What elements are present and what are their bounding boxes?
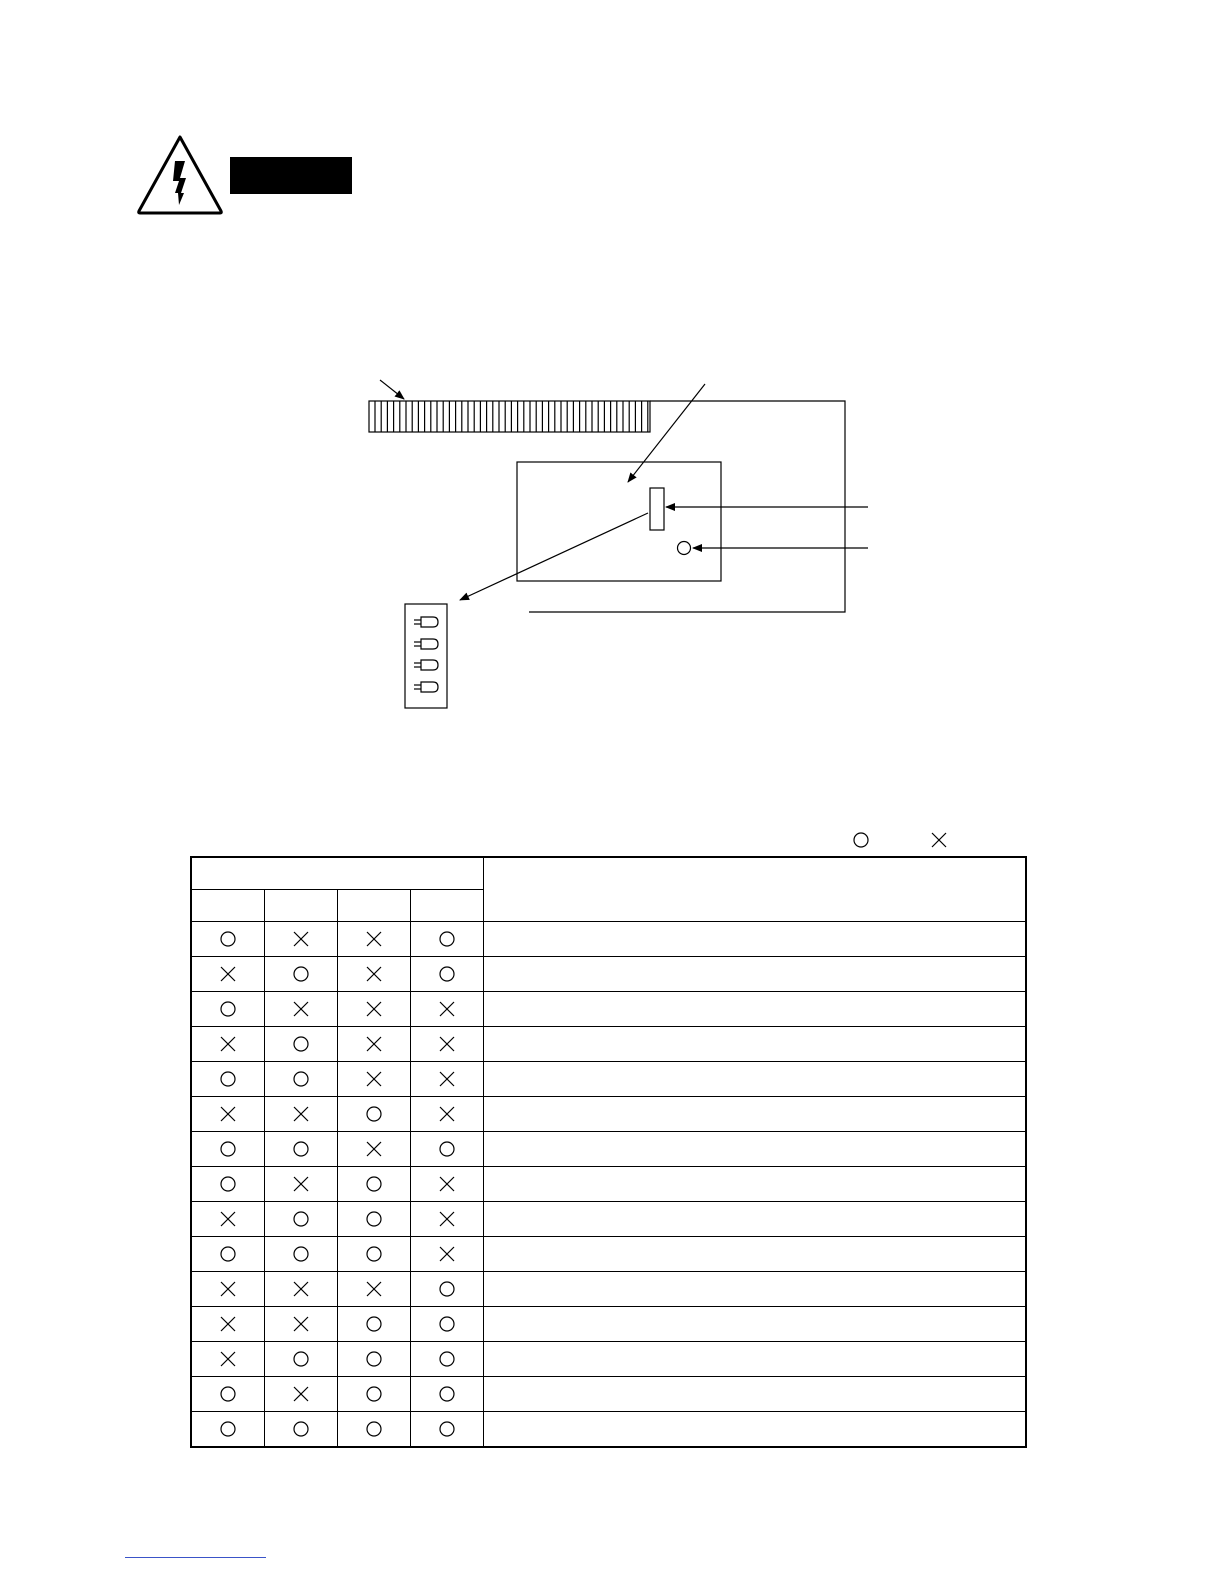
description-cell — [484, 1342, 1027, 1377]
description-cell — [484, 1027, 1027, 1062]
led-3-state-cell — [338, 1237, 411, 1272]
led-3-state-cell — [338, 1097, 411, 1132]
led-4-state-cell — [411, 1097, 484, 1132]
table-row — [191, 1202, 1026, 1237]
led-2-state-cell — [265, 1062, 338, 1097]
cross-icon — [220, 1280, 236, 1297]
led-3-state-cell — [338, 992, 411, 1027]
led-3-header — [338, 890, 411, 922]
cross-icon — [439, 1105, 455, 1122]
circle-icon — [439, 1280, 455, 1297]
led-3-state-cell — [338, 1272, 411, 1307]
led-4-state-cell — [411, 1307, 484, 1342]
circle-icon — [293, 965, 309, 982]
cross-icon — [220, 1035, 236, 1052]
legend-off-icon — [932, 833, 946, 847]
circle-icon — [220, 1070, 236, 1087]
cross-icon — [220, 965, 236, 982]
table-row — [191, 922, 1026, 957]
cross-icon — [439, 1245, 455, 1262]
circle-icon — [439, 965, 455, 982]
led-1-state-cell — [191, 992, 265, 1027]
led-glyph-icon — [414, 660, 438, 670]
led-2-state-cell — [265, 1377, 338, 1412]
led-4-state-cell — [411, 1342, 484, 1377]
led-3-state-cell — [338, 1167, 411, 1202]
description-cell — [484, 1097, 1027, 1132]
round-indicator — [678, 542, 691, 555]
description-cell — [484, 992, 1027, 1027]
circle-icon — [293, 1140, 309, 1157]
led-1-header — [191, 890, 265, 922]
led-4-state-cell — [411, 957, 484, 992]
description-cell — [484, 922, 1027, 957]
description-cell — [484, 1237, 1027, 1272]
led-3-state-cell — [338, 1062, 411, 1097]
cross-icon — [293, 1105, 309, 1122]
led-1-state-cell — [191, 1342, 265, 1377]
cross-icon — [439, 1210, 455, 1227]
led-3-state-cell — [338, 1307, 411, 1342]
led-3-state-cell — [338, 922, 411, 957]
circle-icon — [220, 1175, 236, 1192]
description-cell — [484, 957, 1027, 992]
led-1-state-cell — [191, 1167, 265, 1202]
led-4-state-cell — [411, 1272, 484, 1307]
circle-icon — [366, 1175, 382, 1192]
led-2-state-cell — [265, 1097, 338, 1132]
table-row — [191, 1377, 1026, 1412]
circle-icon — [366, 1315, 382, 1332]
led-1-state-cell — [191, 1132, 265, 1167]
circle-icon — [366, 1420, 382, 1437]
led-location-diagram — [0, 0, 1224, 760]
led-4-state-cell — [411, 922, 484, 957]
table-row — [191, 1132, 1026, 1167]
circle-icon — [439, 1385, 455, 1402]
circle-icon — [439, 1420, 455, 1437]
cross-icon — [366, 930, 382, 947]
led-glyph-icon — [414, 639, 438, 649]
cross-icon — [293, 930, 309, 947]
description-cell — [484, 1132, 1027, 1167]
cross-icon — [366, 1280, 382, 1297]
led-4-state-cell — [411, 1412, 484, 1448]
cross-icon — [439, 1035, 455, 1052]
led-4-state-cell — [411, 1027, 484, 1062]
table-row — [191, 1307, 1026, 1342]
circle-icon — [220, 1140, 236, 1157]
cross-icon — [366, 1140, 382, 1157]
circle-icon — [366, 1210, 382, 1227]
cross-icon — [220, 1210, 236, 1227]
circle-icon — [220, 1000, 236, 1017]
cross-icon — [366, 1035, 382, 1052]
cross-icon — [366, 965, 382, 982]
cross-icon — [220, 1105, 236, 1122]
led-1-state-cell — [191, 1097, 265, 1132]
table-row — [191, 1237, 1026, 1272]
cross-icon — [293, 1000, 309, 1017]
cross-icon — [366, 1070, 382, 1087]
legend-on-icon — [854, 833, 868, 847]
cross-icon — [366, 1000, 382, 1017]
description-cell — [484, 1167, 1027, 1202]
circle-icon — [439, 1140, 455, 1157]
cross-icon — [293, 1315, 309, 1332]
pcb-board — [517, 462, 721, 581]
led-3-state-cell — [338, 1377, 411, 1412]
description-cell — [484, 1377, 1027, 1412]
table-row — [191, 957, 1026, 992]
led-4-state-cell — [411, 1202, 484, 1237]
led-2-state-cell — [265, 1272, 338, 1307]
circle-icon — [439, 1315, 455, 1332]
description-cell — [484, 1202, 1027, 1237]
table-row — [191, 992, 1026, 1027]
cross-icon — [439, 1000, 455, 1017]
led-3-state-cell — [338, 957, 411, 992]
description-cell — [484, 1062, 1027, 1097]
led-2-state-cell — [265, 1202, 338, 1237]
led-4-state-cell — [411, 1167, 484, 1202]
led-1-state-cell — [191, 1377, 265, 1412]
led-1-state-cell — [191, 1027, 265, 1062]
led-4-state-cell — [411, 1377, 484, 1412]
led-4-state-cell — [411, 1062, 484, 1097]
description-cell — [484, 1272, 1027, 1307]
circle-icon — [366, 1350, 382, 1367]
table-row — [191, 1062, 1026, 1097]
led-4-header — [411, 890, 484, 922]
led-2-state-cell — [265, 1132, 338, 1167]
circle-icon — [220, 1245, 236, 1262]
led-3-state-cell — [338, 1027, 411, 1062]
circle-icon — [220, 930, 236, 947]
table-row — [191, 1097, 1026, 1132]
led-2-state-cell — [265, 1237, 338, 1272]
cross-icon — [293, 1175, 309, 1192]
led-4-state-cell — [411, 1132, 484, 1167]
table-row — [191, 1412, 1026, 1448]
circle-icon — [220, 1385, 236, 1402]
led-2-header — [265, 890, 338, 922]
description-header — [484, 857, 1027, 922]
led-2-state-cell — [265, 1167, 338, 1202]
cross-icon — [220, 1350, 236, 1367]
table-header-row — [191, 857, 1026, 890]
led-glyph-icon — [414, 617, 438, 627]
connector-strip — [369, 401, 650, 432]
table-row — [191, 1167, 1026, 1202]
led-1-state-cell — [191, 1412, 265, 1448]
led-1-state-cell — [191, 1272, 265, 1307]
circle-icon — [293, 1420, 309, 1437]
footer-link-underline — [125, 1557, 266, 1558]
led-4-state-cell — [411, 1237, 484, 1272]
led-2-state-cell — [265, 1027, 338, 1062]
led-1-state-cell — [191, 1062, 265, 1097]
led-2-state-cell — [265, 957, 338, 992]
legend — [852, 831, 952, 851]
circle-icon — [366, 1245, 382, 1262]
cross-icon — [439, 1070, 455, 1087]
led-2-state-cell — [265, 992, 338, 1027]
led-1-state-cell — [191, 957, 265, 992]
description-cell — [484, 1307, 1027, 1342]
led-1-state-cell — [191, 1237, 265, 1272]
table-row — [191, 1027, 1026, 1062]
led-glyph-icon — [414, 682, 438, 692]
circle-icon — [366, 1385, 382, 1402]
circle-icon — [293, 1210, 309, 1227]
led-status-table — [190, 856, 1027, 1448]
led-group-header — [191, 857, 484, 890]
table-row — [191, 1342, 1026, 1377]
led-1-state-cell — [191, 1307, 265, 1342]
circle-icon — [293, 1245, 309, 1262]
led-2-state-cell — [265, 922, 338, 957]
circle-icon — [439, 1350, 455, 1367]
circle-icon — [293, 1350, 309, 1367]
led-3-state-cell — [338, 1132, 411, 1167]
circle-icon — [293, 1035, 309, 1052]
circle-icon — [220, 1420, 236, 1437]
led-3-state-cell — [338, 1342, 411, 1377]
led-4-state-cell — [411, 992, 484, 1027]
cross-icon — [293, 1280, 309, 1297]
table-row — [191, 1272, 1026, 1307]
cross-icon — [220, 1315, 236, 1332]
led-1-state-cell — [191, 922, 265, 957]
cross-icon — [439, 1175, 455, 1192]
led-3-state-cell — [338, 1412, 411, 1448]
led-3-state-cell — [338, 1202, 411, 1237]
cross-icon — [293, 1385, 309, 1402]
led-1-state-cell — [191, 1202, 265, 1237]
led-block — [650, 488, 664, 530]
led-2-state-cell — [265, 1307, 338, 1342]
circle-icon — [366, 1105, 382, 1122]
circle-icon — [293, 1070, 309, 1087]
description-cell — [484, 1412, 1027, 1448]
led-2-state-cell — [265, 1342, 338, 1377]
led-2-state-cell — [265, 1412, 338, 1448]
circle-icon — [439, 930, 455, 947]
